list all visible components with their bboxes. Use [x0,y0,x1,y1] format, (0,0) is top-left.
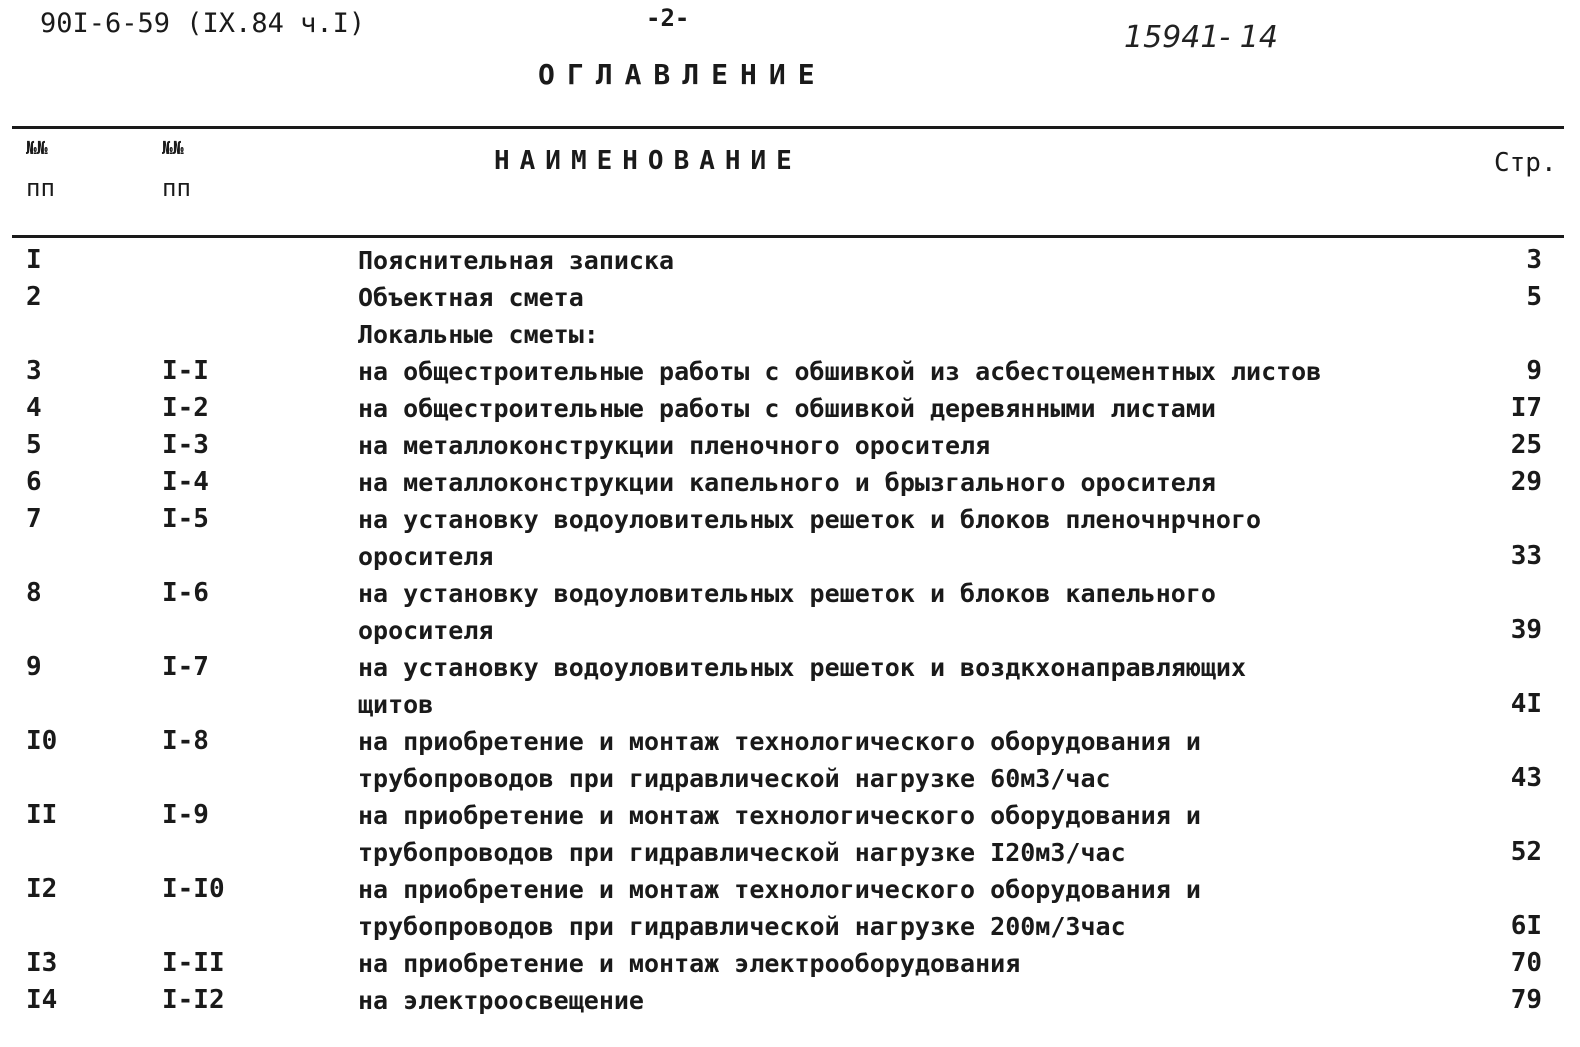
row-name: на металлоконструкции капельного и брызгального оросителя [358,468,1216,497]
row-page: 79 [1510,985,1542,1015]
header-rule [12,235,1564,238]
row-name: оросителя [358,616,494,645]
col2-header-top: №№ [162,138,184,159]
row-name: Пояснительная записка [358,246,675,275]
row-name: на металлоконструкции пленочного оросителя [358,431,991,460]
toc-row [0,908,1580,945]
estimate-number: I-4 [162,467,209,497]
row-name: оросителя [358,542,494,571]
row-name: на установку водоуловительных решеток и блоков капельного [358,579,1216,608]
toc-row [0,612,1580,649]
row-name: трубопроводов при гидравлической нагрузке 200м/3час [358,912,1126,941]
row-page: 70 [1510,948,1542,978]
row-number: 9 [26,652,42,682]
estimate-number: I-I0 [162,874,225,904]
row-name: на приобретение и монтаж электрооборудования [358,949,1021,978]
toc-row [0,575,1580,612]
row-number: II [26,800,58,830]
row-page: 9 [1526,356,1542,386]
col2-header-bottom: пп [162,174,191,202]
estimate-number: I-9 [162,800,209,830]
row-name: Локальные сметы: [358,320,599,349]
row-name: на электроосвещение [358,986,644,1015]
estimate-number: I-3 [162,430,209,460]
row-number: 6 [26,467,42,497]
row-number: I [26,245,42,275]
row-name: на установку водоуловительных решеток и блоков пленочнрчного [358,505,1262,534]
toc-row [0,723,1580,760]
row-number: 8 [26,578,42,608]
document-code: 90I-6-59 (IX.84 ч.I) [40,8,366,39]
estimate-number: I-2 [162,393,209,423]
row-page: 25 [1510,430,1542,460]
row-page: 52 [1510,837,1542,867]
row-page: 6I [1510,911,1542,941]
row-number: 5 [26,430,42,460]
toc-row [0,834,1580,871]
estimate-number: I-8 [162,726,209,756]
row-name: на приобретение и монтаж технологического оборудования и [358,727,1201,756]
row-name: на приобретение и монтаж технологического оборудования и [358,875,1201,904]
estimate-number: I-II [162,948,225,978]
top-rule [12,126,1564,129]
col1-header-top: №№ [26,138,48,159]
toc-body [0,242,1580,1019]
toc-row [0,871,1580,908]
toc-row [0,316,1580,353]
row-page: 29 [1510,467,1542,497]
page-column-header: Стр. [1494,148,1557,178]
toc-row [0,686,1580,723]
row-name: на приобретение и монтаж технологического оборудования и [358,801,1201,830]
toc-row [0,390,1580,427]
row-number: 2 [26,282,42,312]
toc-row [0,242,1580,279]
toc-row [0,797,1580,834]
toc-row [0,649,1580,686]
row-page: 4I [1510,689,1542,719]
row-page: 33 [1510,541,1542,571]
row-number: I2 [26,874,58,904]
estimate-number: I-7 [162,652,209,682]
row-name: трубопроводов при гидравлической нагрузке 60м3/час [358,764,1111,793]
toc-row [0,982,1580,1019]
toc-row [0,945,1580,982]
row-name: Объектная смета [358,283,584,312]
estimate-number: I-I2 [162,985,225,1015]
toc-title: ОГЛАВЛЕНИЕ [538,58,827,91]
toc-row [0,760,1580,797]
row-name: на установку водоуловительных решеток и воздкхонаправляющих [358,653,1247,682]
toc-row [0,501,1580,538]
estimate-number: I-5 [162,504,209,534]
row-number: I4 [26,985,58,1015]
row-number: I0 [26,726,58,756]
toc-row [0,464,1580,501]
row-name: на общестроительные работы с обшивкой деревянными листами [358,394,1216,423]
col1-header-bottom: пп [26,174,55,202]
estimate-number: I-I [162,356,209,386]
estimate-number: I-6 [162,578,209,608]
row-page: I7 [1510,393,1542,423]
row-number: I3 [26,948,58,978]
handwritten-number: 15941- 14 [1124,20,1278,55]
toc-row [0,427,1580,464]
row-page: 43 [1510,763,1542,793]
toc-row [0,353,1580,390]
name-column-header: НАИМЕНОВАНИЕ [494,146,802,176]
page-number: -2- [646,4,690,32]
row-page: 5 [1526,282,1542,312]
row-name: на общестроительные работы с обшивкой из асбестоцементных листов [358,357,1322,386]
row-number: 4 [26,393,42,423]
row-number: 3 [26,356,42,386]
row-number: 7 [26,504,42,534]
toc-row [0,538,1580,575]
row-name: щитов [358,690,434,719]
toc-row [0,279,1580,316]
row-page: 39 [1510,615,1542,645]
row-page: 3 [1526,245,1542,275]
row-name: трубопроводов при гидравлической нагрузке I20м3/час [358,838,1126,867]
